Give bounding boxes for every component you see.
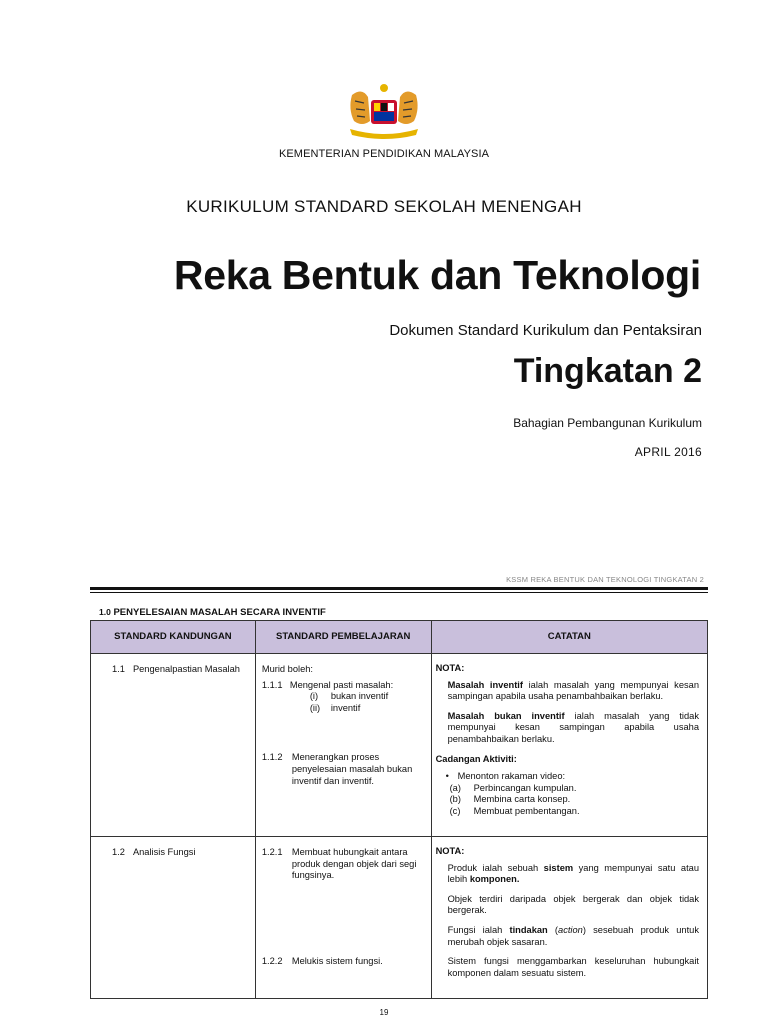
header-rule-thin [90,592,708,593]
publication-date: APRIL 2016 [634,445,702,459]
catatan-cell [431,837,707,999]
activity-item [436,794,699,806]
note-paragraph: Objek terdiri daripada objek bergerak dan objek tidak bergerak. [447,893,699,916]
sub-item-text: inventif [330,702,361,713]
note-text: ialah masalah yang mempunyai kesan sampingan apabila usaha penambahbaikan berlaku. [447,679,699,702]
catatan-cell [431,654,707,837]
table-row [91,837,708,999]
sub-item-number: (ii) [309,702,321,713]
cadangan-label: Cadangan Aktiviti: [435,753,517,764]
note-paragraph [436,711,699,746]
item-number: 1.2.1 [261,847,283,857]
activity-text: Perbincangan kumpulan. [473,782,577,793]
note-term: komponen. [469,874,520,885]
subject-title: Reka Bentuk dan Teknologi [173,252,701,298]
item-text: Membuat hubungkait antara produk dengan objek dari segi fungsinya. [291,847,417,881]
learning-standard-item [262,956,425,968]
note-text: ( [547,924,559,935]
note-text: Fungsi ialah [447,924,510,935]
nota-label: NOTA: [435,846,465,856]
activity-number: (a) [449,782,461,793]
activity-text: Membuat pembentangan. [473,805,580,816]
header-standard-kandungan: STANDARD KANDUNGAN [91,621,256,654]
note-paragraph [436,863,699,886]
sub-item-text: bukan inventif [330,691,389,702]
learning-standard-item [262,752,425,787]
table-row [91,654,708,837]
pembelajaran-cell [255,654,431,837]
nota-label: NOTA: [435,663,465,673]
activity-item [436,783,699,795]
note-text: ialah masalah yang tidak mempunyai kesan sampingan apabila usaha penambahbaikan berlaku. [447,710,699,744]
kandungan-number: 1.2 [112,847,125,857]
sub-item-number: (i) [309,691,319,702]
page-number: 19 [379,1008,389,1017]
running-header: KSSM REKA BENTUK DAN TEKNOLOGI TINGKATAN 2 [506,575,704,584]
activity-number: (c) [449,805,461,816]
section-title [99,607,326,618]
item-text: Melukis sistem fungsi. [291,955,383,966]
note-text: yang mempunyai satu atau lebih [447,862,699,885]
division-name: Bahagian Pembangunan Kurikulum [513,416,702,430]
header-catatan: CATATAN [431,621,707,654]
note-term: sistem [543,862,574,873]
section-title-text: PENYELESAIAN MASALAH SECARA INVENTIF [113,607,326,618]
activity-item [436,806,699,818]
kandungan-cell [91,654,256,837]
item-number: 1.2.2 [261,955,283,966]
table-header-row [91,621,708,654]
kandungan-text: Pengenalpastian Masalah [132,664,240,674]
murid-boleh: Murid boleh: [261,664,313,674]
section-number: 1.0 [99,607,111,617]
item-text: Menerangkan proses penyelesaian masalah bukan inventif dan inventif. [291,752,413,786]
note-paragraph [436,680,699,703]
note-term: Masalah bukan inventif [447,710,565,721]
activity-bullet [436,771,699,783]
note-italic: action [558,924,583,935]
note-term: Masalah inventif [447,679,523,690]
ministry-name: KEMENTERIAN PENDIDIKAN MALAYSIA [278,148,490,160]
standards-table [90,620,708,999]
item-text: Mengenal pasti masalah: [289,679,394,690]
header-rule [90,587,708,590]
item-number: 1.1.2 [261,752,283,763]
malaysia-coat-of-arms-icon [344,83,424,141]
activity-text: Membina carta konsep. [473,794,571,805]
bullet-text: Menonton rakaman video: [457,771,566,782]
sub-item [262,691,425,714]
kandungan-text: Analisis Fungsi [132,847,196,857]
note-term: tindakan [509,924,548,935]
learning-standard-item [262,680,425,692]
note-paragraph [436,925,699,948]
kandungan-number: 1.1 [112,664,125,674]
note-paragraph: Sistem fungsi menggambarkan keseluruhan hubungkait komponen dalam sesuatu sistem. [447,956,699,978]
header-standard-pembelajaran: STANDARD PEMBELAJARAN [255,621,431,654]
document-title: Dokumen Standard Kurikulum dan Pentaksiran [389,322,702,339]
pembelajaran-cell [255,837,431,999]
note-text: Produk ialah sebuah [447,862,544,873]
learning-standard-item [262,847,425,882]
item-number: 1.1.1 [261,679,283,690]
curriculum-name: KURIKULUM STANDARD SEKOLAH MENENGAH [186,197,582,216]
bullet-icon: • [445,771,449,782]
activity-number: (b) [449,794,461,805]
form-level-title: Tingkatan 2 [513,352,702,390]
note-text: ) sesebuah produk untuk merubah objek sasaran. [447,924,699,947]
kandungan-cell [91,837,256,999]
